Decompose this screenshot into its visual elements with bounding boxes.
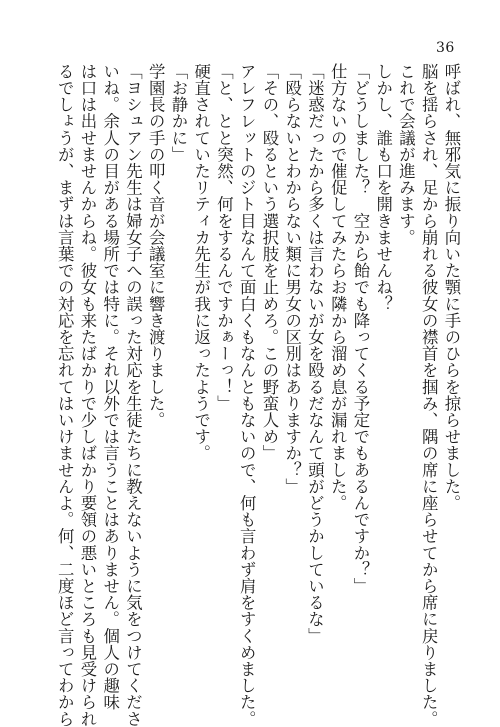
page-number: 36: [436, 40, 455, 56]
text-line: 硬直されていたリティカ先生が我に返ったようです。: [191, 63, 211, 462]
text-line: るでしょうが、まずは言葉での対応を忘れてはいけませんよ。何、二度ほど言ってわから: [55, 63, 75, 727]
text-line: 「どうしました？ 空から飴でも降ってくる予定でもあるんですか？」: [351, 63, 370, 595]
text-line: 仕方ないので催促してみたらお隣から溜め息が漏れました。: [328, 63, 348, 512]
text-line: これで会議が進みます。: [396, 63, 416, 246]
text-line: 呼ばれ、無邪気に振り向いた顎に手のひらを掠らせました。: [442, 63, 461, 512]
text-line: 「と、とと突然、何をするんですかぁーっ！」: [214, 63, 234, 412]
text-line: 脳を揺らされ、足から崩れる彼女の襟首を掴み、隅の席に座らせてから席に戻りました。: [419, 63, 439, 727]
text-line: は口は出せませんからね。彼女も来たばかりで少しばかり要領の悪いところも見受けられ: [78, 63, 97, 727]
text-line: 学園長の手の叩く音が会議室に響き渡りました。: [146, 63, 166, 429]
text-line: アレフレットのジト目なんて面白くもなんともないので、何も言わず肩をすくめました。: [237, 63, 257, 727]
text-line: 「殴らないとわからない類に男女の区別はありますか？」: [282, 63, 302, 495]
body-text: [53, 63, 463, 727]
text-line: いね。余人の目がある場所では特に。それ以外では言うことはありません。個人の趣味: [100, 63, 120, 711]
text-line: 「その、殴るという選択肢を止めろ。この野蛮人め」: [260, 63, 279, 462]
text-line: しかし、誰も口を開きませんね？: [373, 63, 393, 312]
text-line: 「お静かに」: [169, 63, 188, 163]
text-line: 「ヨシュアン先生は婦女子への誤った対応を生徒たちに教えないように気をつけてくださ: [123, 63, 143, 727]
text-line: 「迷惑だったから多くは言わないが女を殴るだなんて頭がどうかしているな」: [305, 63, 325, 644]
